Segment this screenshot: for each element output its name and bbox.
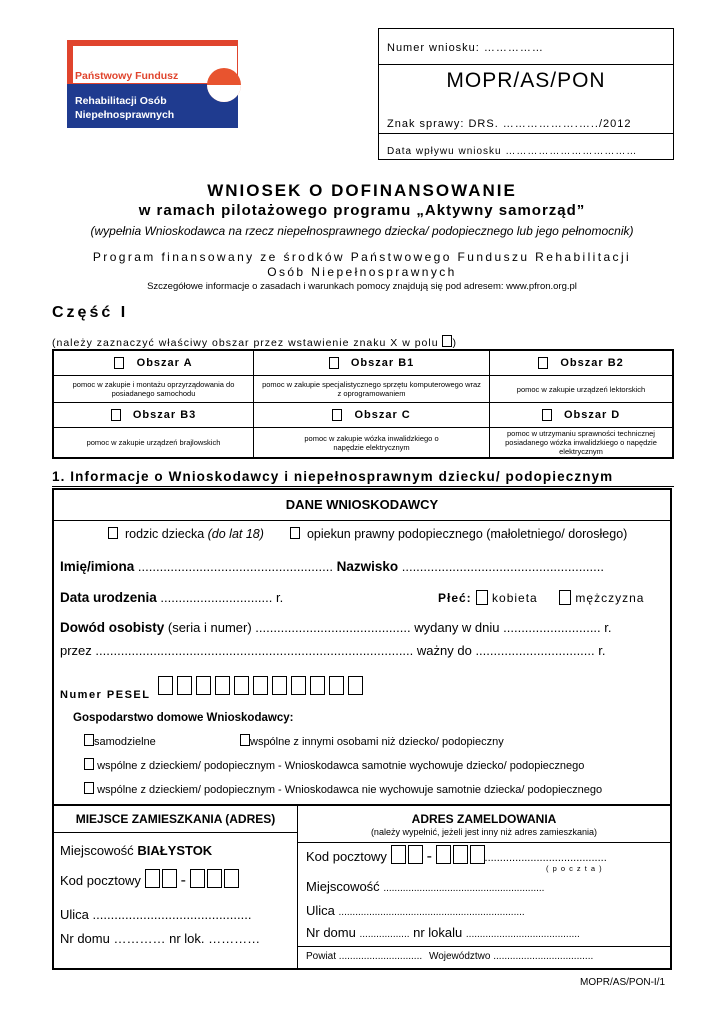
area-c-label: Obszar C	[354, 409, 411, 421]
right-nrdomu-label: Nr domu	[306, 925, 356, 940]
postal-digit-box[interactable]	[391, 845, 406, 864]
postal-digit-box[interactable]	[207, 869, 222, 888]
name-row	[60, 559, 604, 574]
case-number: Znak sprawy: DRS. ……………….…../2012	[387, 118, 632, 130]
left-nrlok-field[interactable]: …………	[208, 931, 261, 946]
left-postal-row	[60, 869, 243, 890]
area-c-checkbox[interactable]	[332, 409, 342, 421]
left-nrdomu-field[interactable]: …………	[113, 931, 166, 946]
dowod-note: (seria i numer)	[167, 620, 252, 635]
application-number: Numer wniosku: ……………	[387, 42, 544, 54]
receipt-date: Data wpływu wniosku ………………………………	[387, 146, 638, 157]
area-d-checkbox[interactable]	[542, 409, 552, 421]
wojewodztwo-label: Województwo	[428, 951, 491, 962]
logo-line1: Państwowy Fundusz	[75, 70, 179, 82]
pesel-digit-box[interactable]	[158, 676, 173, 695]
applicant-type-row	[108, 527, 264, 541]
birth-date-row	[60, 590, 283, 605]
section1-title: 1. Informacje o Wnioskodawcy i niepełnosprawnym dziecku/ podopiecznym	[52, 469, 614, 484]
data-urodzenia-label: Data urodzenia	[60, 590, 157, 605]
imie-label: Imię/imiona	[60, 559, 135, 574]
pesel-boxes[interactable]	[158, 676, 367, 695]
poczta-label: ( p o c z t a )	[546, 864, 603, 873]
pfron-logo	[67, 40, 238, 128]
wydany-field[interactable]: ........................... r.	[503, 620, 612, 635]
postal-digit-box[interactable]	[436, 845, 451, 864]
area-b3-checkbox[interactable]	[111, 409, 121, 421]
opiekun-checkbox[interactable]	[290, 527, 300, 539]
postal-digit-box[interactable]	[453, 845, 468, 864]
left-kod-label: Kod pocztowy	[60, 873, 141, 888]
right-poczta-field[interactable]: ........................................	[484, 852, 607, 864]
postal-dash: -	[426, 848, 432, 865]
samodzielne-checkbox[interactable]	[84, 734, 94, 746]
footer-code: MOPR/AS/PON-I/1	[580, 977, 666, 988]
postal-digit-box[interactable]	[224, 869, 239, 888]
area-b2-label: Obszar B2	[560, 357, 624, 369]
pesel-row	[60, 676, 367, 701]
logo-circle-icon	[207, 68, 241, 102]
right-kod-label: Kod pocztowy	[306, 849, 387, 864]
household-row3	[84, 782, 602, 796]
area-c-desc: pomoc w zakupie wózka inwalidzkiego o napędzie elektrycznym	[254, 428, 490, 457]
pesel-digit-box[interactable]	[272, 676, 287, 695]
pesel-digit-box[interactable]	[329, 676, 344, 695]
application-header-box	[378, 28, 674, 160]
area-b2-desc: pomoc w zakupie urządzeń lektorskich	[490, 376, 672, 403]
household-row2	[84, 758, 584, 772]
form-title: WNIOSEK O DOFINANSOWANIE	[207, 181, 517, 200]
postal-digit-box[interactable]	[470, 845, 485, 864]
left-ulica-label: Ulica	[60, 907, 89, 922]
area-d-desc: pomoc w utrzymaniu sprawności technicznej posiadanego wózka inwalidzkiego o napędzie elektrycznym	[505, 429, 657, 456]
area-a-desc: pomoc w zakupie i montażu oprzyrządowania do posiadanego samochodu	[54, 376, 254, 403]
area-b3-label: Obszar B3	[132, 409, 197, 421]
household-label: Gospodarstwo domowe Wnioskodawcy:	[73, 712, 294, 724]
pesel-digit-box[interactable]	[291, 676, 306, 695]
postal-digit-box[interactable]	[408, 845, 423, 864]
area-a-label: Obszar A	[136, 357, 193, 369]
left-nrdomu-label: Nr domu	[60, 931, 110, 946]
nazwisko-field[interactable]: ........................................................	[401, 559, 604, 574]
checkbox-sample-icon	[442, 335, 452, 347]
right-miejscowosc-label: Miejscowość	[306, 879, 380, 894]
powiat-field[interactable]: ..............................	[338, 951, 423, 962]
pesel-digit-box[interactable]	[310, 676, 325, 695]
registration-header: ADRES ZAMELDOWANIA	[411, 812, 557, 826]
logo-line3: Niepełnosprawnych	[75, 109, 175, 121]
right-postal-row	[306, 845, 607, 866]
area-b2-checkbox[interactable]	[538, 357, 548, 369]
przez-field[interactable]: ........................................................................................	[95, 643, 414, 658]
opiekun-label: opiekun prawny podopiecznego (małoletniego/ dorosłego)	[306, 527, 628, 541]
mezczyzna-label: mężczyzna	[575, 591, 645, 605]
pesel-digit-box[interactable]	[196, 676, 211, 695]
wojewodztwo-field[interactable]: ....................................	[493, 951, 594, 962]
right-powiat-row	[306, 951, 593, 962]
wydany-label: wydany w dniu	[414, 620, 500, 635]
part-label: Część I	[52, 304, 129, 321]
gender-row	[438, 590, 644, 605]
left-street-row	[60, 907, 251, 922]
program-line2: Osób Niepełnosprawnych	[267, 265, 457, 279]
opiekun-row	[290, 527, 627, 541]
przez-label: przez	[60, 643, 92, 658]
powiat-label: Powiat	[306, 951, 337, 962]
pesel-digit-box[interactable]	[215, 676, 230, 695]
right-miejscowosc-field[interactable]: ..........................................................	[383, 883, 545, 894]
area-b1-label: Obszar B1	[350, 357, 415, 369]
right-nrlokalu-label: nr lokalu	[413, 925, 463, 940]
pesel-digit-box[interactable]	[348, 676, 363, 695]
imie-field[interactable]: ......................................................	[137, 559, 333, 574]
postal-dash: -	[180, 872, 186, 889]
program-line1: Program finansowany ze środków Państwowego Funduszu Rehabilitacji	[92, 250, 632, 264]
area-table	[52, 349, 674, 459]
right-street-row	[306, 903, 525, 918]
postal-digit-box[interactable]	[190, 869, 205, 888]
form-subtitle: w ramach pilotażowego programu „Aktywny samorząd”	[138, 202, 586, 219]
area-a-cell[interactable]	[54, 351, 254, 376]
kobieta-checkbox[interactable]	[476, 590, 488, 605]
id-row	[60, 620, 612, 635]
left-house-row	[60, 931, 260, 946]
plec-label: Płeć:	[438, 591, 472, 605]
right-house-row	[306, 925, 580, 940]
area-d-cell[interactable]	[490, 403, 672, 428]
dowod-field[interactable]: ...........................................	[255, 620, 411, 635]
details-link-text: Szczegółowe informacje o zasadach i warunkach pomocy znajdują się pod adresem: www.pfron.org.pl	[147, 281, 577, 292]
area-a-checkbox[interactable]	[114, 357, 124, 369]
right-nrlokalu-field[interactable]: .........................................	[465, 929, 580, 940]
right-nrdomu-field[interactable]: ..................	[359, 929, 410, 940]
right-ulica-label: Ulica	[306, 903, 335, 918]
residence-header: MIEJSCE ZAMIESZKANIA (ADRES)	[54, 806, 297, 833]
dowod-label: Dowód osobisty	[60, 620, 165, 635]
right-ulica-field[interactable]: ...................................................................	[338, 907, 525, 918]
household-row1	[84, 734, 156, 748]
wspolne-inne-checkbox[interactable]	[240, 734, 250, 746]
area-b2-cell[interactable]	[490, 351, 672, 376]
area-b3-desc: pomoc w zakupie urządzeń brajlowskich	[54, 428, 254, 457]
part-instruction: (należy zaznaczyć właściwy obszar przez wstawienie znaku X w polu )	[52, 337, 457, 349]
wspolne-samotnie-label: wspólne z dzieckiem/ podopiecznym - Wnioskodawca samotnie wychowuje dziecko/ podopiecznego	[97, 760, 585, 772]
registration-note: (należy wypełnić, jeżeli jest inny niż adres zamieszkania)	[370, 827, 598, 837]
kobieta-label: kobieta	[492, 591, 538, 605]
nazwisko-label: Nazwisko	[336, 559, 399, 574]
samodzielne-label: samodzielne	[94, 736, 156, 748]
left-city-row	[60, 843, 212, 858]
wspolne-samotnie-checkbox[interactable]	[84, 758, 94, 770]
pesel-digit-box[interactable]	[253, 676, 268, 695]
pesel-digit-box[interactable]	[234, 676, 249, 695]
issuer-row	[60, 643, 605, 658]
area-b1-desc: pomoc w zakupie specjalistycznego sprzętu komputerowego wraz z oprogramowaniem	[254, 376, 490, 403]
postal-digit-box[interactable]	[145, 869, 160, 888]
wspolne-nie-checkbox[interactable]	[84, 782, 94, 794]
wazny-label: ważny do	[416, 643, 472, 658]
applicant-data-header: DANE WNIOSKODAWCY	[54, 490, 670, 521]
pesel-label: Numer PESEL	[60, 689, 151, 701]
wazny-field[interactable]: ................................. r.	[475, 643, 606, 658]
mezczyzna-checkbox[interactable]	[559, 590, 571, 605]
household-row1b	[240, 734, 504, 748]
wspolne-nie-label: wspólne z dzieckiem/ podopiecznym - Wnioskodawca nie wychowuje samotnie dziecka/ podopiecznego	[97, 784, 603, 796]
logo-line2: Rehabilitacji Osób	[75, 95, 167, 107]
data-urodzenia-field[interactable]: ............................... r.	[160, 590, 284, 605]
wspolne-inne-label: wspólne z innymi osobami niż dziecko/ podopieczny	[250, 736, 504, 748]
postal-digit-box[interactable]	[162, 869, 177, 888]
left-nrlok-label: nr lok.	[169, 931, 205, 946]
right-city-row	[306, 879, 544, 894]
form-code: MOPR/AS/PON	[446, 69, 606, 92]
pesel-digit-box[interactable]	[177, 676, 192, 695]
area-b1-cell[interactable]	[254, 351, 490, 376]
area-b3-cell[interactable]	[54, 403, 254, 428]
area-c-cell[interactable]	[254, 403, 490, 428]
form-note: (wypełnia Wnioskodawca na rzecz niepełnosprawnego dziecka/ podopiecznego lub jego pełnomocnik)	[90, 224, 634, 238]
area-d-label: Obszar D	[563, 409, 621, 421]
left-miejscowosc-label: Miejscowość	[60, 843, 134, 858]
rodzic-note: (do lat 18)	[207, 527, 264, 541]
left-miejscowosc-value[interactable]: BIAŁYSTOK	[137, 843, 213, 858]
area-b1-checkbox[interactable]	[329, 357, 339, 369]
rodzic-label: rodzic dziecka	[124, 527, 205, 541]
rodzic-checkbox[interactable]	[108, 527, 118, 539]
left-ulica-field[interactable]: ............................................	[92, 907, 252, 922]
